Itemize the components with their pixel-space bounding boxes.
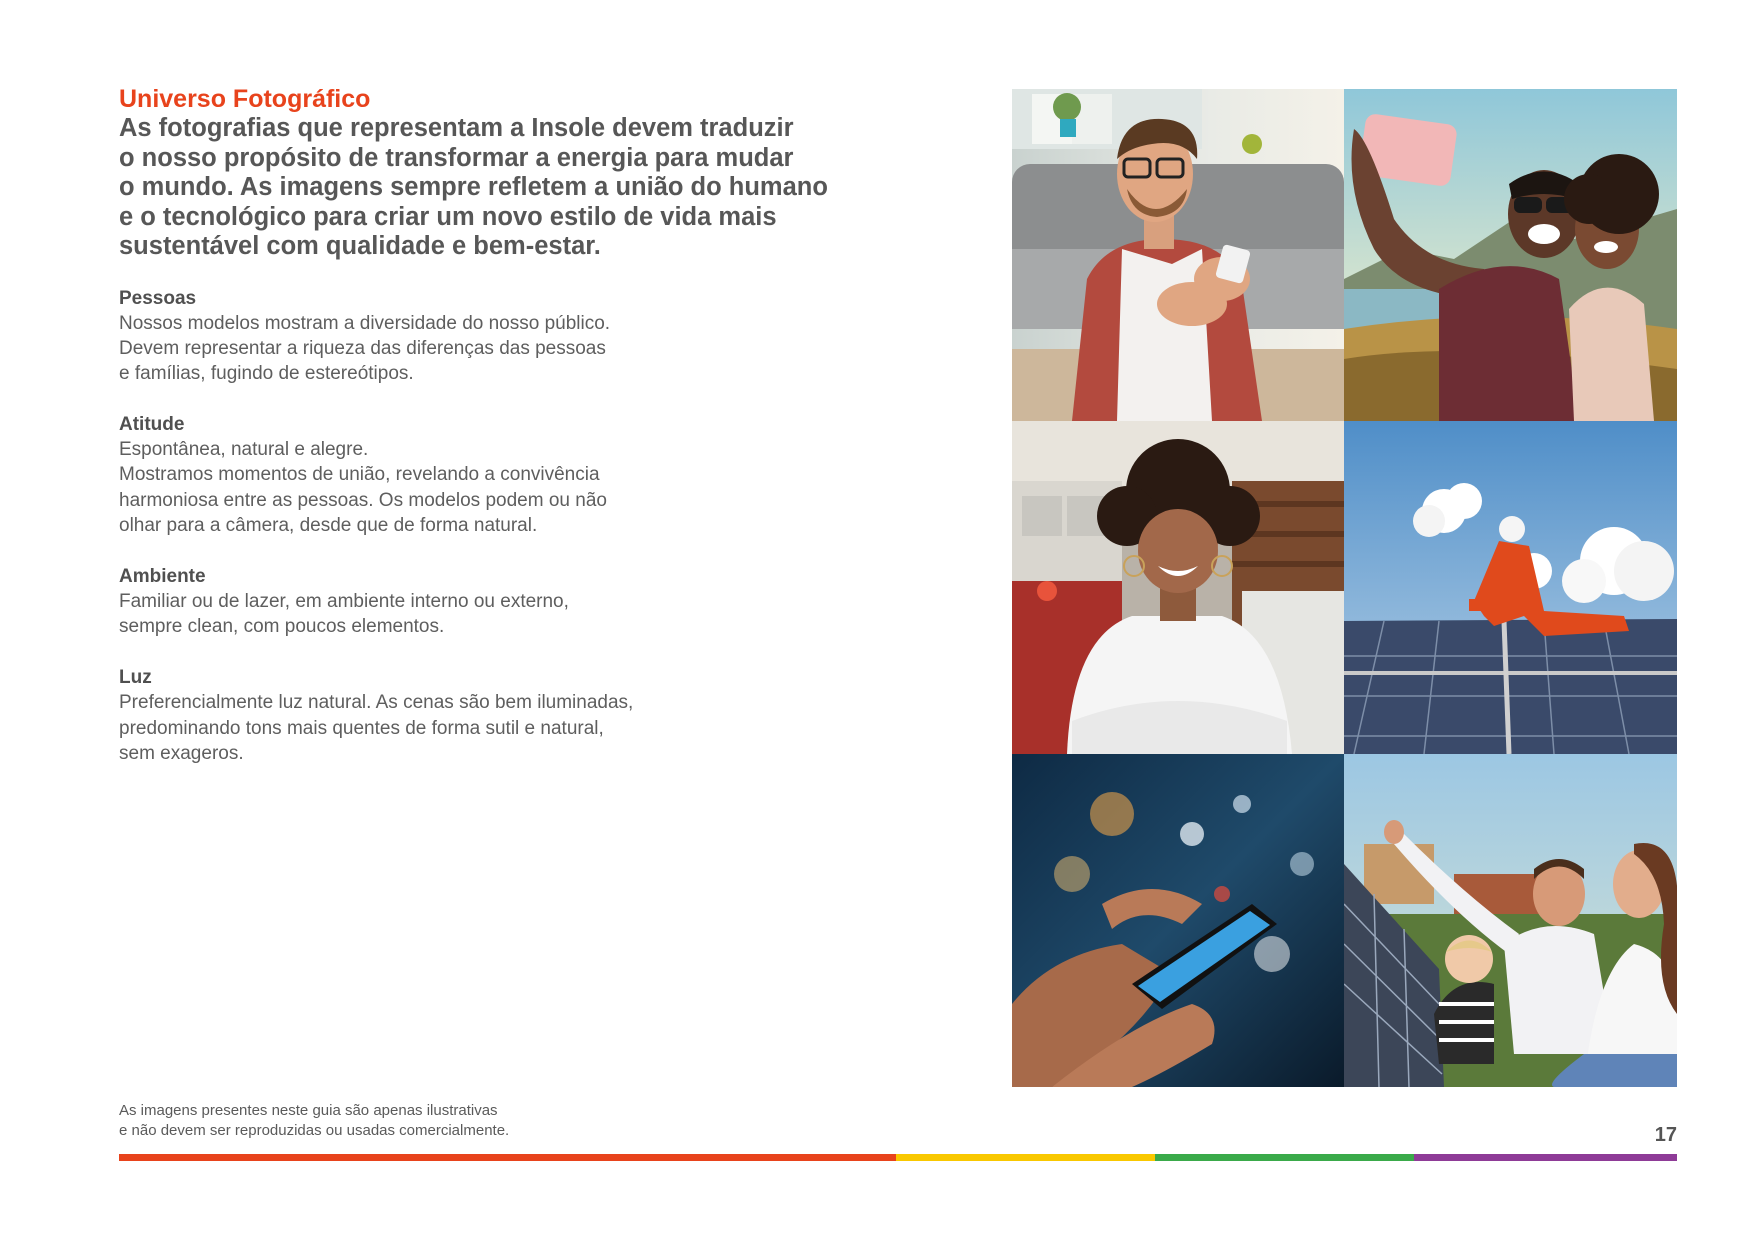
section-title: Luz — [119, 667, 152, 689]
stripe-segment-purple — [1414, 1154, 1677, 1161]
photo-family-by-solar-panels — [1344, 754, 1677, 1087]
photo-hands-holding-smartphone-night — [1012, 754, 1344, 1087]
stripe-segment-yellow — [896, 1154, 1155, 1161]
photo-worker-on-solar-panels — [1344, 421, 1677, 754]
section-body: Familiar ou de lazer, em ambiente interno ou externo, sempre clean, com poucos elementos. — [119, 590, 569, 638]
section-ambiente — [119, 564, 919, 639]
stripe-segment-orange — [119, 1154, 896, 1161]
section-atitude — [119, 412, 919, 538]
section-title: Ambiente — [119, 565, 206, 587]
photo-couple-selfie-outdoors — [1344, 89, 1677, 421]
section-body: Espontânea, natural e alegre. Mostramos momentos de união, revelando a convivência harmoniosa entre as pessoas. Os modelos podem ou não olhar para a câmera, desde que de forma natural. — [119, 439, 607, 536]
photo-man-with-phone-on-sofa — [1012, 89, 1344, 421]
stripe-segment-green — [1155, 1154, 1414, 1161]
section-title: Atitude — [119, 414, 185, 436]
photo-smiling-woman-office — [1012, 421, 1344, 754]
text-column — [119, 84, 919, 766]
section-body: Nossos modelos mostram a diversidade do nosso público. Devem representar a riqueza das diferenças das pessoas e famílias, fugindo de estereótipos. — [119, 312, 611, 384]
section-eyebrow-title: Universo Fotográfico — [119, 85, 371, 113]
section-pessoas — [119, 286, 919, 387]
page-number: 17 — [1654, 1124, 1677, 1146]
section-title: Pessoas — [119, 287, 197, 309]
section-luz — [119, 665, 919, 766]
color-stripe — [119, 1154, 1677, 1161]
section-body: Preferencialmente luz natural. As cenas são bem iluminadas, predominando tons mais quentes de forma sutil e natural, sem exageros. — [119, 692, 634, 764]
lead-statement: As fotografias que representam a Insole devem traduzir o nosso propósito de transformar a energia para mudar o mundo. As imagens sempre refletem a união do humano e o tecnológico para criar um novo estilo de vida mais sustentável com qualidade e bem-estar. — [119, 114, 828, 260]
footnote: As imagens presentes neste guia são apenas ilustrativas e não devem ser reproduzidas ou usadas comercialmente. — [119, 1102, 510, 1139]
photo-grid — [1012, 89, 1677, 1087]
